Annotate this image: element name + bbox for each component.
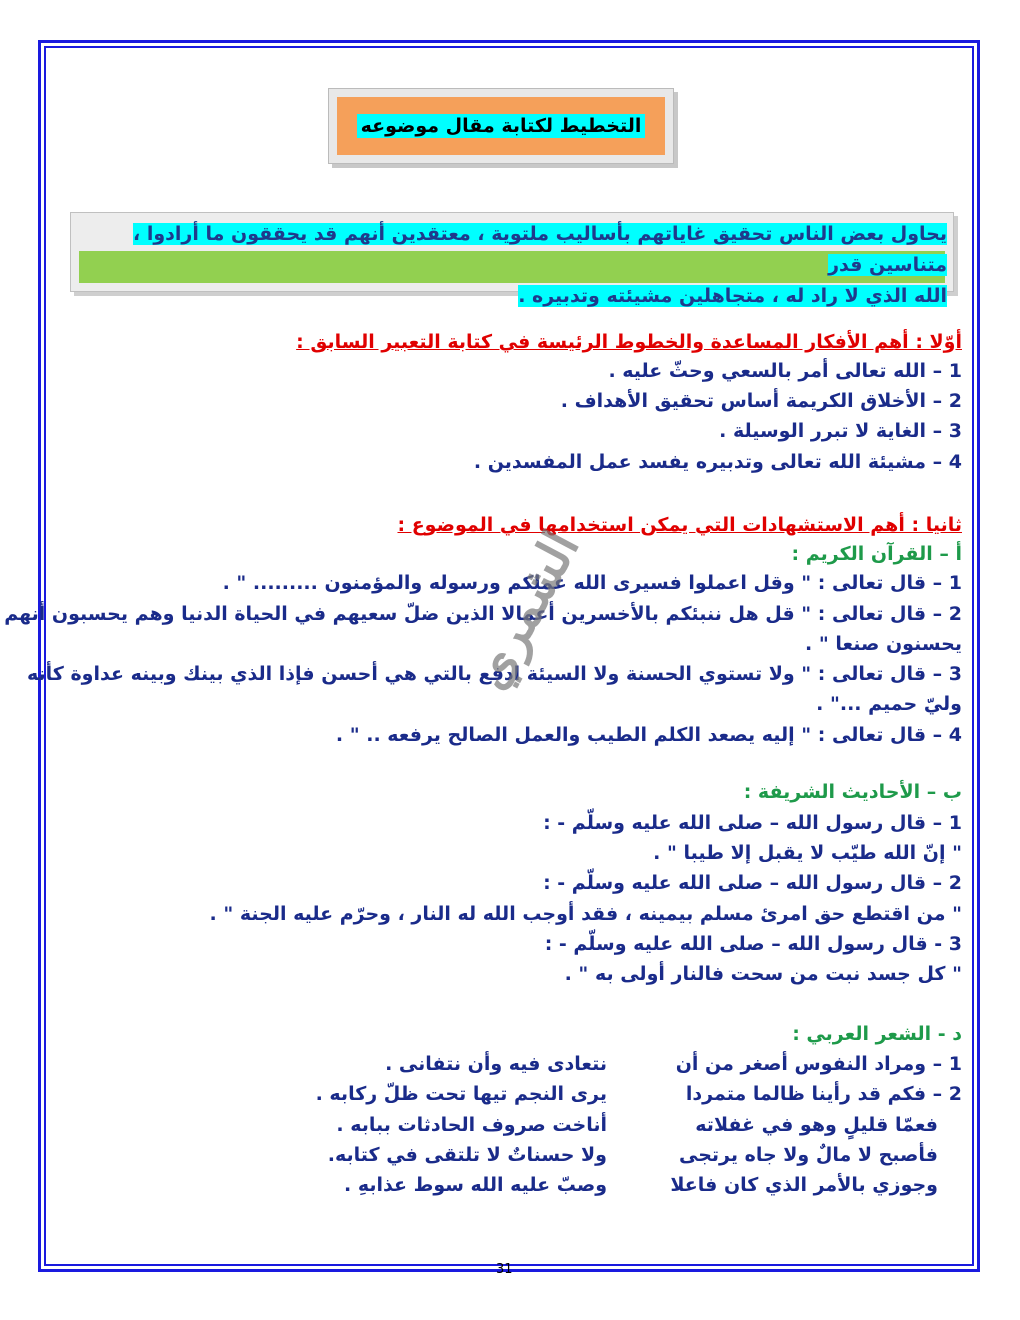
hadith-heading: ب – الأحاديث الشريفة : bbox=[743, 781, 962, 803]
poem-hemistich-2: وصبّ عليه الله سوط عذابهِ . bbox=[344, 1174, 607, 1196]
quran-verse-cont: وليّ حميم ..." . bbox=[816, 693, 962, 715]
hadith-line: 3 - قال رسول الله – صلى الله عليه وسلّم - : bbox=[544, 933, 962, 955]
hadith-line: " من اقتطع حق امرئ مسلم بيمينه ، فقد أوجب الله له النار ، وحرّم عليه الجنة " . bbox=[209, 903, 962, 925]
title-box bbox=[328, 88, 674, 164]
section1-item: 4 – مشيئة الله تعالى وتدبيره يفسد عمل المفسدين . bbox=[473, 451, 962, 473]
quran-verse: 1 – قال تعالى : " وقل اعملوا فسيرى الله عملكم ورسوله والمؤمنون ......... " . bbox=[222, 572, 962, 594]
poem-hemistich-1: 1 – ومراد النفوس أصغر من أن bbox=[675, 1053, 962, 1075]
hadith-line: " إنّ الله طيّب لا يقبل إلا طيبا " . bbox=[653, 842, 962, 864]
watermark: الشمري bbox=[458, 520, 591, 699]
poem-hemistich-2: نتعادى فيه وأن نتفانى . bbox=[385, 1053, 607, 1075]
section1-heading: أوّلا : أهم الأفكار المساعدة والخطوط الرئيسة في كتابة التعبير السابق : bbox=[296, 331, 962, 353]
poem-hemistich-1: وجوزي بالأمر الذي كان فاعلا bbox=[670, 1174, 938, 1196]
quran-verse-cont: يحسنون صنعا " . bbox=[805, 633, 962, 655]
hadith-line: 2 – قال رسول الله – صلى الله عليه وسلّم - : bbox=[543, 872, 962, 894]
intro-line-1: يحاول بعض الناس تحقيق غاياتهم بأساليب ملتوية ، معتقدين أنهم قد يحققون ما أرادوا ، متناسين قدر bbox=[133, 223, 947, 276]
poem-hemistich-2: أناخت صروف الحادثات ببابه . bbox=[336, 1114, 607, 1136]
section1-item: 3 – الغاية لا تبرر الوسيلة . bbox=[719, 420, 962, 442]
section1-item: 2 – الأخلاق الكريمة أساس تحقيق الأهداف . bbox=[560, 390, 962, 412]
hadith-line: " كل جسد نبت من سحت فالنار أولى به " . bbox=[564, 963, 962, 985]
hadith-line: 1 – قال رسول الله – صلى الله عليه وسلّم - : bbox=[543, 812, 962, 834]
title-panel bbox=[337, 97, 665, 155]
intro-text bbox=[71, 219, 947, 312]
quran-heading: أ – القرآن الكريم : bbox=[791, 543, 962, 565]
section2-heading: ثانيا : أهم الاستشهادات التي يمكن استخدامها في الموضوع : bbox=[397, 514, 962, 536]
quran-verse: 4 – قال تعالى : " إليه يصعد الكلم الطيب والعمل الصالح يرفعه .. " . bbox=[335, 724, 962, 746]
intro-box bbox=[70, 212, 954, 307]
poem-hemistich-1: فعمّا قليلٍ وهو في غفلاته bbox=[695, 1114, 938, 1136]
intro-line-2: الله الذي لا راد له ، متجاهلين مشيئته وتدبيره . bbox=[518, 285, 947, 307]
page-title: التخطيط لكتابة مقال موضوعه bbox=[357, 114, 646, 138]
poetry-heading: د - الشعر العربي : bbox=[792, 1023, 962, 1045]
poem-hemistich-1: فأصبح لا مالٌ ولا جاه يرتجى bbox=[679, 1144, 938, 1166]
page-number: 31 bbox=[496, 1262, 513, 1277]
quran-verse: 3 – قال تعالى : " ولا تستوي الحسنة ولا السيئة ادفع بالتي هي أحسن فإذا الذي بينك وبينه عداوة كأنه bbox=[27, 663, 962, 685]
poem-hemistich-2: ولا حسناتٌ لا تلتقى في كتابه. bbox=[327, 1144, 607, 1166]
quran-verse: 2 – قال تعالى : " قل هل ننبئكم بالأخسرين أعمالا الذين ضلّ سعيهم في الحياة الدنيا وهم يحسبون أنهم bbox=[4, 603, 962, 625]
main-content bbox=[4, 328, 962, 1228]
poem-hemistich-1: 2 – فكم قد رأينا ظالما متمردا bbox=[685, 1083, 962, 1105]
poem-hemistich-2: يرى النجم تيها تحت ظلّ ركابه . bbox=[315, 1083, 607, 1105]
section1-item: 1 – الله تعالى أمر بالسعي وحثّ عليه . bbox=[608, 360, 962, 382]
